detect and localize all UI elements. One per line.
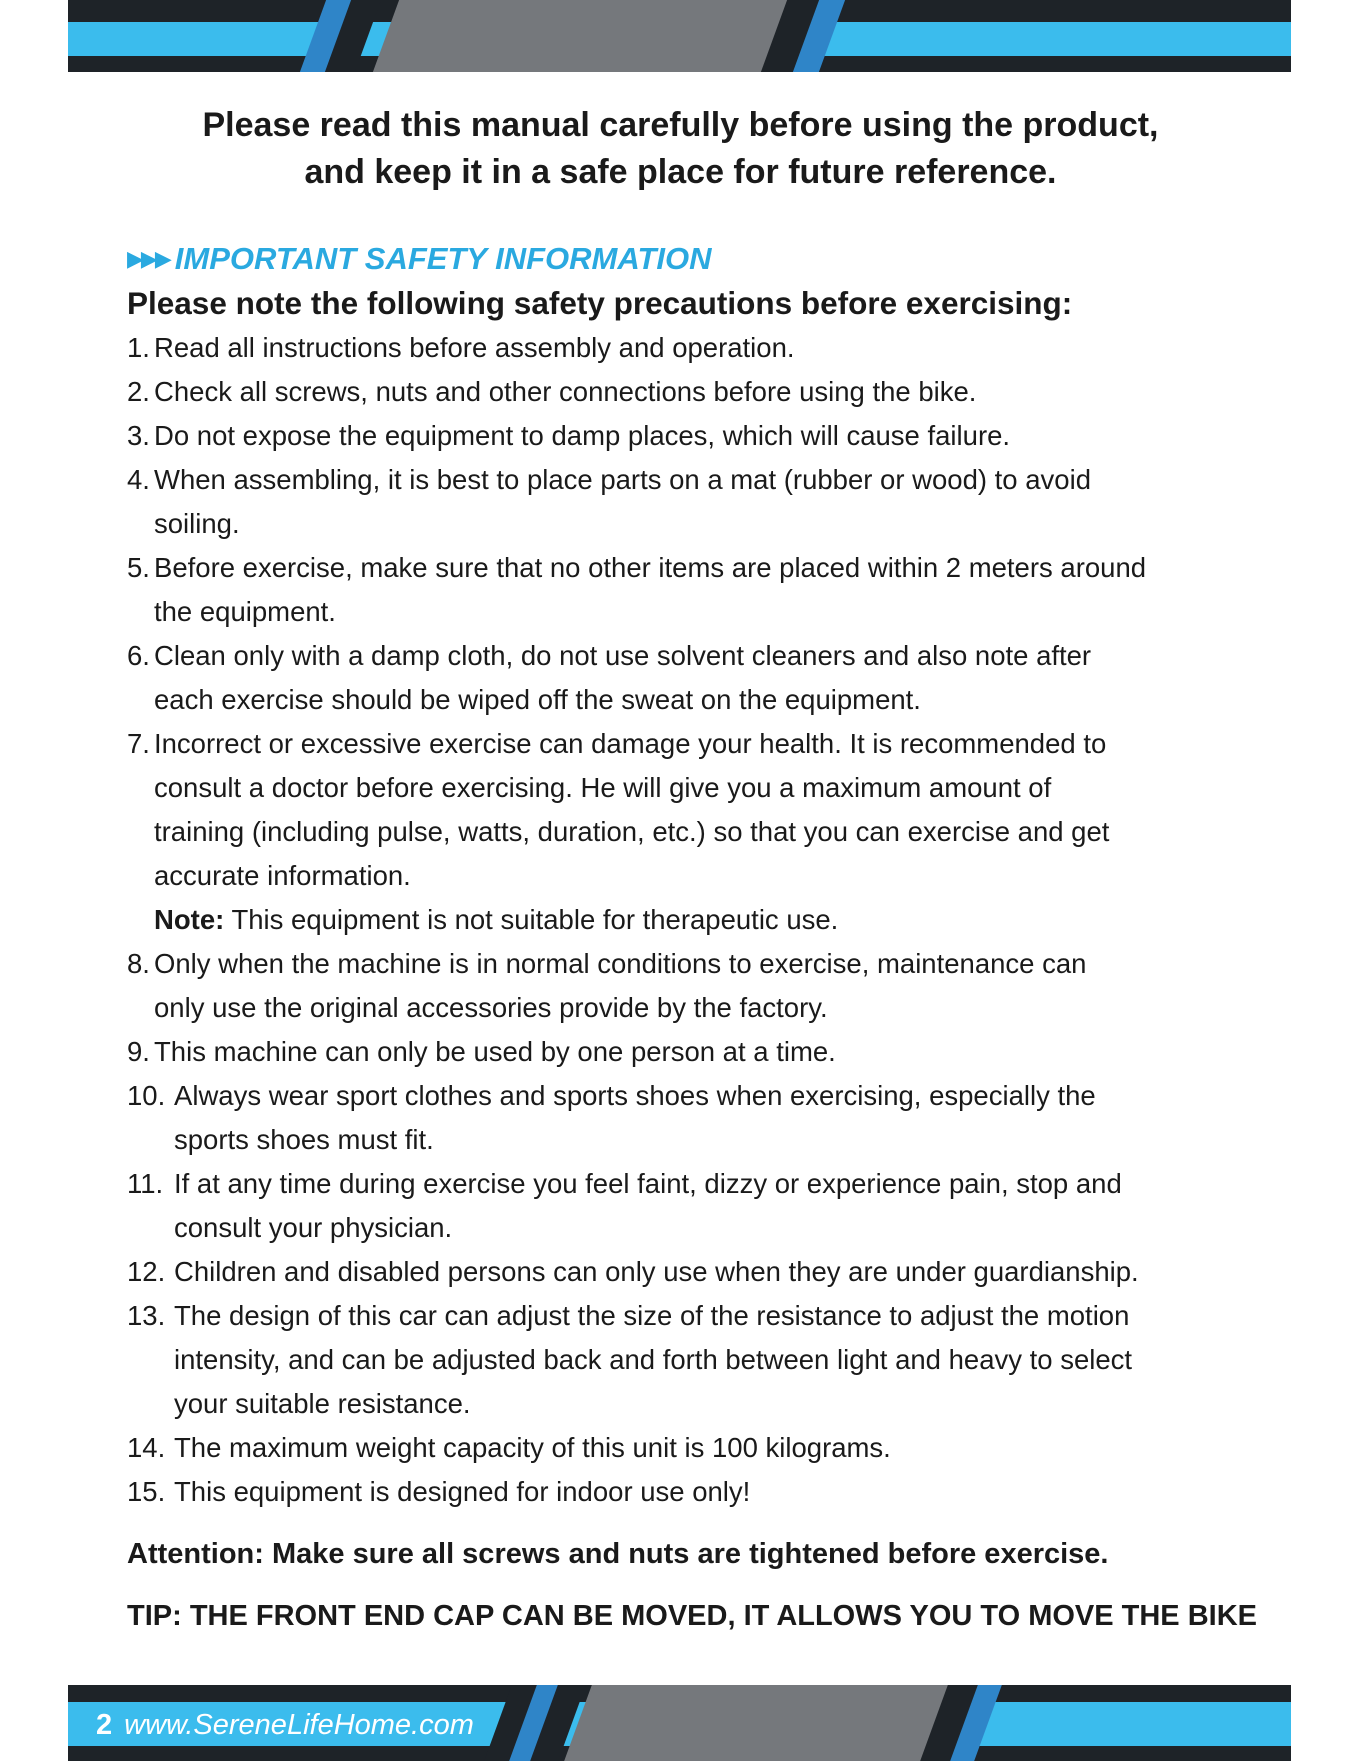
intro-line-2: and keep it in a safe place for future reference. — [304, 153, 1057, 191]
list-item-line: only use the original accessories provide by the factory. — [154, 992, 828, 1023]
note-line — [127, 898, 1267, 942]
manual-intro-heading — [0, 102, 1361, 196]
footer-gray-block — [564, 1685, 952, 1761]
footer-band — [68, 1685, 1291, 1761]
list-item-text — [127, 1074, 1267, 1162]
list-item-number: 15. — [127, 1476, 166, 1507]
list-item — [127, 1030, 1267, 1074]
note-text: This equipment is not suitable for therapeutic use. — [231, 904, 839, 935]
list-item-number: 7. — [127, 728, 150, 759]
list-item — [127, 370, 1267, 414]
section-title-text: IMPORTANT SAFETY INFORMATION — [174, 241, 712, 276]
list-item-number: 14. — [127, 1432, 166, 1463]
intro-line-1: Please read this manual carefully before using the product, — [202, 106, 1159, 144]
list-item — [127, 326, 1267, 370]
list-item-text — [127, 1162, 1267, 1250]
list-item — [127, 414, 1267, 458]
list-item-line: Read all instructions before assembly and operation. — [154, 332, 795, 363]
list-item-number: 12. — [127, 1256, 166, 1287]
list-item-line: soiling. — [154, 508, 240, 539]
list-item-line: Do not expose the equipment to damp places, which will cause failure. — [154, 420, 1011, 451]
list-item-line: Clean only with a damp cloth, do not use solvent cleaners and also note after — [154, 640, 1092, 671]
list-item-number: 6. — [127, 640, 150, 671]
list-item — [127, 1294, 1267, 1426]
list-item-line: accurate information. — [154, 860, 411, 891]
list-item — [127, 546, 1267, 634]
list-item-number: 2. — [127, 376, 150, 407]
section-title — [127, 236, 712, 282]
list-item — [127, 1470, 1267, 1514]
list-item-text — [127, 458, 1267, 546]
list-item-text — [127, 942, 1267, 1030]
list-item-line: Only when the machine is in normal conditions to exercise, maintenance can — [154, 948, 1087, 979]
list-item-text — [127, 1250, 1267, 1294]
list-item-text — [127, 326, 1267, 370]
list-item-line: If at any time during exercise you feel faint, dizzy or experience pain, stop and — [174, 1168, 1122, 1199]
list-item-line: Always wear sport clothes and sports shoes when exercising, especially the — [174, 1080, 1096, 1111]
header-band — [68, 0, 1291, 72]
list-item-line: training (including pulse, watts, duration, etc.) so that you can exercise and get — [154, 816, 1110, 847]
list-item-line: Check all screws, nuts and other connections before using the bike. — [154, 376, 977, 407]
page-number: 2 — [96, 1709, 113, 1741]
list-item-text — [127, 1426, 1267, 1470]
list-item-text — [127, 1030, 1267, 1074]
list-item — [127, 458, 1267, 546]
list-item-line: consult a doctor before exercising. He will give you a maximum amount of — [154, 772, 1052, 803]
list-item-text — [127, 722, 1267, 898]
safety-precautions-list — [127, 326, 1267, 1514]
list-item-number: 11. — [127, 1168, 164, 1199]
list-item-number: 1. — [127, 332, 150, 363]
list-item-text — [127, 370, 1267, 414]
header-gray-block — [373, 0, 791, 72]
list-item-line: The maximum weight capacity of this unit is 100 kilograms. — [174, 1432, 891, 1463]
list-item-number: 13. — [127, 1300, 166, 1331]
list-item-line: The design of this car can adjust the size of the resistance to adjust the motion — [174, 1300, 1130, 1331]
list-item-line: the equipment. — [154, 596, 336, 627]
list-item — [127, 1250, 1267, 1294]
list-item-number: 9. — [127, 1036, 150, 1067]
list-item — [127, 1162, 1267, 1250]
list-item-line: Before exercise, make sure that no other items are placed within 2 meters around — [154, 552, 1147, 583]
tip-label: TIP: — [127, 1600, 182, 1632]
list-item-line: consult your physician. — [174, 1212, 453, 1243]
list-item — [127, 722, 1267, 898]
list-item — [127, 1074, 1267, 1162]
list-item-number: 8. — [127, 948, 150, 979]
list-item-line: your suitable resistance. — [174, 1388, 471, 1419]
list-item-line: sports shoes must fit. — [174, 1124, 434, 1155]
list-item-line: intensity, and can be adjusted back and forth between light and heavy to select — [174, 1344, 1133, 1375]
list-item-number: 5. — [127, 552, 150, 583]
list-item-line: When assembling, it is best to place parts on a mat (rubber or wood) to avoid — [154, 464, 1091, 495]
list-item-line: This equipment is designed for indoor use only! — [174, 1476, 751, 1507]
attention-text: Make sure all screws and nuts are tightened before exercise. — [271, 1538, 1109, 1570]
list-item-number: 4. — [127, 464, 150, 495]
list-item-text — [127, 1294, 1267, 1426]
attention-label: Attention: — [127, 1538, 264, 1570]
list-item-text — [127, 546, 1267, 634]
list-item — [127, 1426, 1267, 1470]
list-item-number: 3. — [127, 420, 150, 451]
tip-text: THE FRONT END CAP CAN BE MOVED, IT ALLOWS YOU TO MOVE THE BIKE — [189, 1600, 1257, 1632]
list-item-number: 10. — [127, 1080, 166, 1111]
list-item-text — [127, 414, 1267, 458]
footer-text — [96, 1707, 474, 1743]
list-item-line: This machine can only be used by one person at a time. — [154, 1036, 836, 1067]
list-item-text — [127, 634, 1267, 722]
list-item — [127, 634, 1267, 722]
section-subtitle: Please note the following safety precautions before exercising: — [127, 285, 1073, 321]
note-label: Note: — [154, 904, 225, 935]
list-item-text — [127, 1470, 1267, 1514]
list-item-line: Incorrect or excessive exercise can damage your health. It is recommended to — [154, 728, 1107, 759]
attention-notice — [127, 1532, 1108, 1576]
tip-notice — [127, 1594, 1257, 1638]
list-item-line: each exercise should be wiped off the sweat on the equipment. — [154, 684, 921, 715]
list-item-line: Children and disabled persons can only use when they are under guardianship. — [174, 1256, 1139, 1287]
website-link[interactable]: www.SereneLifeHome.com — [124, 1709, 474, 1741]
list-item — [127, 942, 1267, 1030]
triple-arrow-icon: ▶▶▶ — [127, 246, 169, 271]
